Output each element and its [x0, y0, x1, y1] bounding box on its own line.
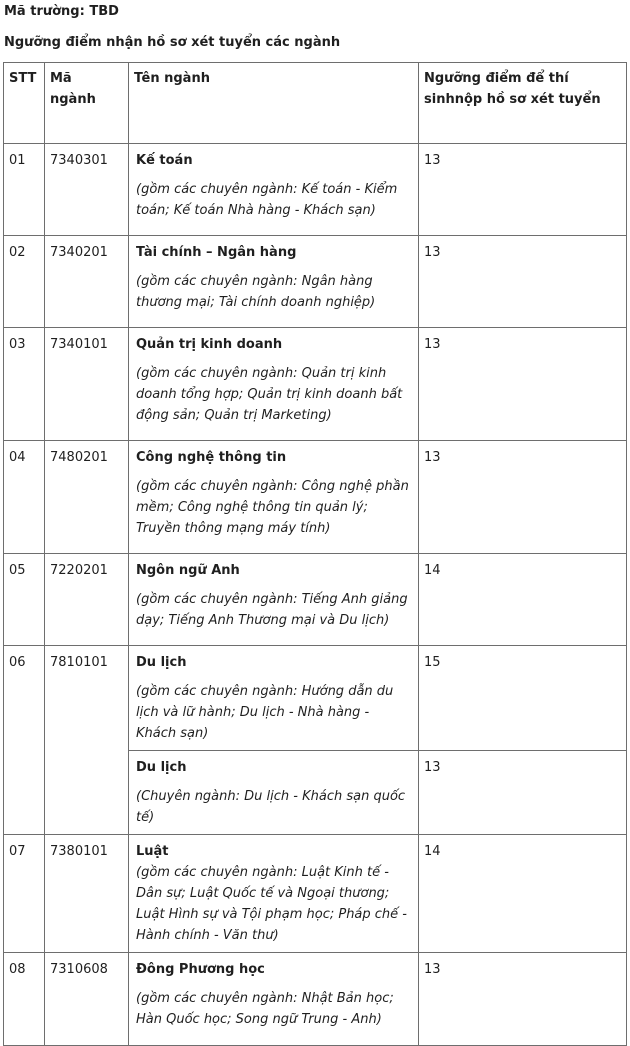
table-header-row — [4, 63, 627, 144]
major-name: Ngôn ngữ Anh — [136, 563, 240, 578]
cell-code: 7220201 — [45, 554, 129, 646]
cell-stt: 04 — [4, 441, 45, 554]
major-detail: (gồm các chuyên ngành: Tiếng Anh giảng dạy; Tiếng Anh Thương mại và Du lịch) — [136, 592, 408, 628]
header-stt: STT — [4, 63, 45, 144]
cell-score: 15 — [419, 646, 627, 751]
major-name: Luật — [136, 844, 169, 859]
cell-name — [129, 751, 419, 835]
cell-code: 7310608 — [45, 953, 129, 1046]
table-row — [4, 328, 627, 441]
header-code: Mã ngành — [45, 63, 129, 144]
cell-name — [129, 236, 419, 328]
cell-name — [129, 554, 419, 646]
cell-code: 7340101 — [45, 328, 129, 441]
table-row — [4, 144, 627, 236]
cell-score: 14 — [419, 554, 627, 646]
major-name: Kế toán — [136, 153, 193, 168]
major-detail: (gồm các chuyên ngành: Quản trị kinh doanh tổng hợp; Quản trị kinh doanh bất động sản; Quản trị Marketing) — [136, 366, 403, 423]
cell-score: 13 — [419, 236, 627, 328]
cell-score: 13 — [419, 328, 627, 441]
cell-stt: 08 — [4, 953, 45, 1046]
table-row — [4, 646, 627, 751]
major-detail: (gồm các chuyên ngành: Ngân hàng thương mại; Tài chính doanh nghiệp) — [136, 274, 376, 310]
major-name: Tài chính – Ngân hàng — [136, 245, 297, 260]
header-threshold: Ngưỡng điểm để thí sinhnộp hồ sơ xét tuyển — [419, 63, 627, 144]
cell-name — [129, 144, 419, 236]
major-detail: (gồm các chuyên ngành: Công nghệ phần mềm; Công nghệ thông tin quản lý; Truyền thông mạng máy tính) — [136, 479, 409, 536]
header-name: Tên ngành — [129, 63, 419, 144]
major-name: Công nghệ thông tin — [136, 450, 287, 465]
cell-score: 13 — [419, 751, 627, 835]
cell-name — [129, 835, 419, 953]
major-detail: (gồm các chuyên ngành: Nhật Bản học; Hàn Quốc học; Song ngữ Trung - Anh) — [136, 991, 394, 1027]
cell-code: 7340201 — [45, 236, 129, 328]
major-detail: (gồm các chuyên ngành: Hướng dẫn du lịch và lữ hành; Du lịch - Nhà hàng - Khách sạn) — [136, 684, 394, 741]
cell-stt: 06 — [4, 646, 45, 835]
major-name: Du lịch — [136, 760, 187, 775]
table-row — [4, 236, 627, 328]
cell-score: 14 — [419, 835, 627, 953]
major-detail: (gồm các chuyên ngành: Kế toán - Kiểm toán; Kế toán Nhà hàng - Khách sạn) — [136, 182, 398, 218]
table-row — [4, 441, 627, 554]
school-code: Mã trường: TBD — [4, 4, 119, 19]
table-row — [4, 554, 627, 646]
cell-name — [129, 441, 419, 554]
cell-stt: 01 — [4, 144, 45, 236]
cell-stt: 05 — [4, 554, 45, 646]
table-row — [4, 835, 627, 953]
major-name: Du lịch — [136, 655, 187, 670]
cell-stt: 03 — [4, 328, 45, 441]
major-detail: (gồm các chuyên ngành: Luật Kinh tế - Dân sự; Luật Quốc tế và Ngoại thương; Luật Hình sự và Tội phạm học; Pháp chế - Hành chính - Văn thư) — [136, 865, 407, 943]
major-detail: (Chuyên ngành: Du lịch - Khách sạn quốc tế) — [136, 789, 406, 825]
cell-stt: 07 — [4, 835, 45, 953]
cell-code: 7340301 — [45, 144, 129, 236]
cell-score: 13 — [419, 953, 627, 1046]
admission-threshold-table — [3, 62, 627, 1046]
major-name: Quản trị kinh doanh — [136, 337, 283, 352]
cell-code: 7480201 — [45, 441, 129, 554]
cell-score: 13 — [419, 144, 627, 236]
cell-code: 7810101 — [45, 646, 129, 835]
major-name: Đông Phương học — [136, 962, 265, 977]
page-subtitle: Ngưỡng điểm nhận hồ sơ xét tuyển các ngành — [4, 35, 341, 50]
cell-code: 7380101 — [45, 835, 129, 953]
cell-name — [129, 646, 419, 751]
cell-score: 13 — [419, 441, 627, 554]
cell-name — [129, 328, 419, 441]
cell-stt: 02 — [4, 236, 45, 328]
